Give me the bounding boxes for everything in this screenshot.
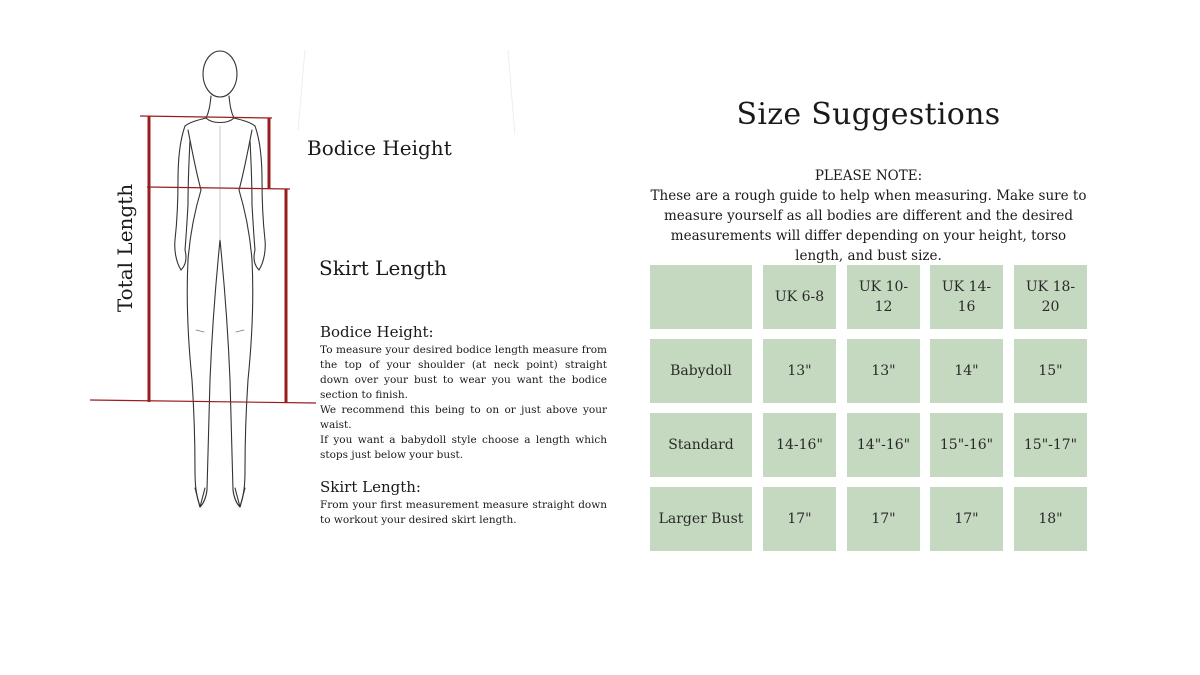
cell-text: UK 6-8	[774, 289, 825, 305]
cell-text: Standard	[668, 437, 734, 453]
size-value-cell	[930, 413, 1003, 477]
size-value-cell	[1014, 487, 1087, 551]
style-label-cell	[650, 413, 752, 477]
bodice-instruction-line: To measure your desired bodice length measure from the top of your shoulder (at neck point) straight down over your bust to wear you want the bodice section to finish.	[320, 344, 607, 401]
cell-text: 17"	[954, 511, 979, 527]
cell-text: 14"-16"	[856, 437, 911, 453]
cell-text: 15"	[1038, 363, 1063, 379]
note-text: These are a rough guide to help when measuring. Make sure to measure yourself as all bodies are different and the desired measurements will differ depending on your height, torso length, and bust size.	[650, 188, 1087, 264]
style-label-cell	[650, 487, 752, 551]
croquis-figure-icon	[175, 51, 266, 507]
size-value-cell	[847, 339, 920, 403]
cell-text: Larger Bust	[658, 511, 744, 527]
size-value-cell	[1014, 413, 1087, 477]
skirt-instructions-heading: Skirt Length:	[320, 478, 421, 496]
skirt-length-label: Skirt Length	[319, 256, 447, 280]
size-suggestions-title: Size Suggestions	[736, 97, 1001, 132]
size-value-cell	[847, 413, 920, 477]
cell-text: UK 18- 20	[1025, 279, 1076, 315]
size-value-cell	[930, 339, 1003, 403]
size-value-cell	[763, 413, 836, 477]
cell-text: 14-16"	[776, 437, 823, 453]
size-header-cell	[847, 265, 920, 329]
skirt-instructions-text: From your first measurement measure straight down to workout your desired skirt length.	[320, 499, 607, 526]
size-value-cell	[763, 339, 836, 403]
cell-text: 15"-17"	[1023, 437, 1078, 453]
cell-text: Babydoll	[670, 363, 732, 379]
cell-text: 17"	[871, 511, 896, 527]
size-value-cell	[847, 487, 920, 551]
style-label-cell	[650, 339, 752, 403]
total-length-label: Total Length	[113, 183, 137, 313]
cell-text: 15"-16"	[939, 437, 994, 453]
note-heading: PLEASE NOTE:	[814, 168, 923, 184]
size-value-cell	[1014, 339, 1087, 403]
cell-text: UK 14- 16	[941, 279, 992, 315]
table-corner-cell	[650, 265, 752, 329]
bodice-instructions-text	[320, 343, 607, 463]
cell-text: UK 10- 12	[858, 279, 909, 315]
bodice-instruction-line: We recommend this being to on or just above your waist.	[320, 404, 607, 431]
measuring-instructions	[320, 322, 607, 528]
size-header-cell	[1014, 265, 1087, 329]
size-value-cell	[930, 487, 1003, 551]
cell-text: 13"	[787, 363, 812, 379]
please-note	[648, 166, 1089, 266]
bodice-instructions-heading: Bodice Height:	[320, 323, 434, 341]
bodice-height-label: Bodice Height	[307, 136, 452, 160]
bodice-instruction-line: If you want a babydoll style choose a length which stops just below your bust.	[320, 434, 607, 461]
cell-text: 17"	[787, 511, 812, 527]
cell-text: 14"	[954, 363, 979, 379]
cell-text: 13"	[871, 363, 896, 379]
size-header-cell	[930, 265, 1003, 329]
cell-text: 18"	[1038, 511, 1063, 527]
size-header-cell	[763, 265, 836, 329]
size-value-cell	[763, 487, 836, 551]
